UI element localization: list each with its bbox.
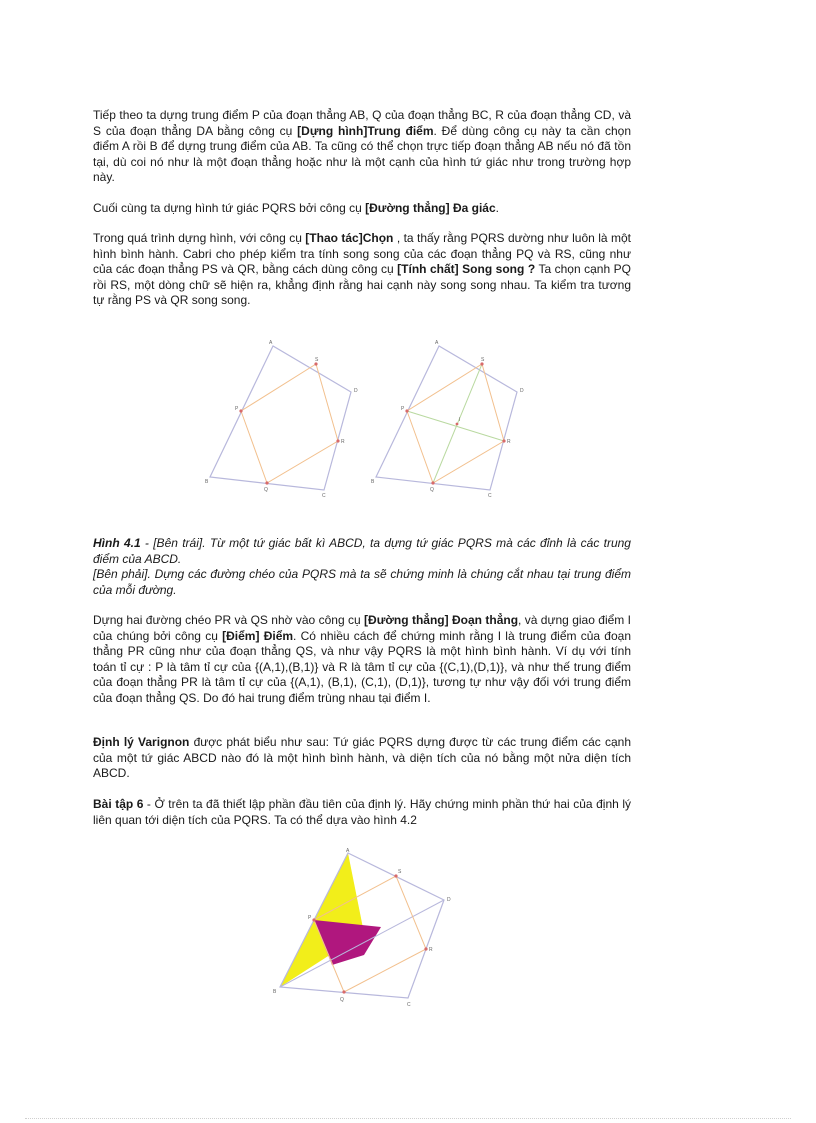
- label-s-right: S: [481, 357, 485, 363]
- label-b-right: B: [371, 479, 375, 485]
- label-d: D: [354, 388, 358, 394]
- triangle-abd-half: [280, 853, 364, 987]
- page-bottom-rule: [25, 1118, 791, 1119]
- label-c-right: C: [488, 493, 492, 499]
- label-b-fig2: B: [273, 989, 277, 995]
- paragraph-midpoints: Tiếp theo ta dựng trung điểm P của đoạn thẳng AB, Q của đoạn thẳng BC, R của đoạn thẳng CD, và S của đoạn thẳng DA bằng công cụ [Dựng hình]Trung điểm. Để dùng công cụ này ta cần chọn điểm A rồi B để dựng trung điểm của AB. Ta cũng có thể chọn trực tiếp đoạn thẳng AB nếu nó đã tồn tại, dù coi nó như là một đoạn thẳng hoặc như là một cạnh của hình tứ giác như trong trường hợp này.: [93, 108, 631, 184]
- paragraph-diagonals: Dựng hai đường chéo PR và QS nhờ vào công cụ [Đường thẳng] Đoạn thẳng, và dựng giao điểm I của chúng bởi công cụ [Điểm] Điểm. Có nhiều cách để chứng minh rằng I là trung điểm của đoạn thẳng PR cũng như của đoạn thẳng QS, và như vậy PQRS là một hình bình hành. Ví dụ với tính toán tỉ cự : P là tâm tỉ cự của {(A,1),(B,1)} và R là tâm tỉ cự của {(C,1),(D,1)}, và như thế trung điểm của đoạn thẳng PR là tâm tỉ cự của {(A,1), (B,1), (C,1), (D,1)}, tương tự như vậy đối với trung điểm của đoạn thẳng QS. Do đó hai trung điểm trùng nhau tại điểm I.: [93, 613, 631, 705]
- theorem-name: Định lý Varignon: [93, 735, 190, 749]
- label-c: C: [322, 493, 326, 499]
- paragraph-exercise: Bài tập 6 - Ở trên ta đã thiết lập phần đầu tiên của định lý. Hãy chứng minh phần thứ hai của định lý liên quan tới diện tích của PQRS. Ta có thể dựa vào hình 4.2: [93, 797, 631, 827]
- label-i: I: [459, 417, 461, 423]
- label-r-right: R: [507, 439, 511, 445]
- exercise-label: Bài tập 6: [93, 797, 144, 811]
- label-c-fig2: C: [407, 1002, 411, 1008]
- paragraph-parallel-check: Trong quá trình dựng hình, với công cụ [Thao tác]Chọn , ta thấy rằng PQRS dường như luôn là một hình bình hành. Cabri cho phép kiểm tra tính song song của các đoạn thẳng PQ và RS, cũng như của các đoạn thẳng PS và QR, bằng cách dùng công cụ [Tính chất] Song song ? Ta chọn cạnh PQ rồi RS, một dòng chữ sẽ hiện ra, khẳng định rằng hai cạnh này song song nhau. Ta kiểm tra tương tự rằng PS và QR song song.: [93, 231, 631, 307]
- label-q: Q: [264, 487, 268, 493]
- label-a: A: [269, 340, 273, 346]
- label-d-right: D: [520, 388, 524, 394]
- tool-segment: [Đường thẳng] Đoạn thẳng: [364, 613, 519, 627]
- quad-abcd-right: [376, 346, 517, 490]
- tool-select: [Thao tác]Chọn: [305, 231, 394, 245]
- label-b: B: [205, 479, 209, 485]
- tool-polygon: [Đường thẳng] Đa giác: [365, 201, 496, 215]
- caption-label: Hình 4.1: [93, 536, 141, 550]
- label-p-fig2: P: [308, 915, 312, 921]
- paragraph-polygon: Cuối cùng ta dựng hình tứ giác PQRS bởi công cụ [Đường thẳng] Đa giác.: [93, 201, 499, 215]
- quad-abcd: [210, 346, 351, 490]
- figure-4-2: [268, 845, 458, 1010]
- paragraph-varignon: Định lý Varignon được phát biểu như sau: Tứ giác PQRS dựng được từ các trung điểm các cạnh của một tứ giác ABCD nào đó là một hình bình hành, và diện tích của nó bằng một nửa diện tích ABCD.: [93, 735, 631, 780]
- figure-4-1-left: [198, 335, 368, 500]
- label-q-fig2: Q: [340, 997, 344, 1003]
- label-a-right: A: [435, 340, 439, 346]
- label-s: S: [315, 357, 319, 363]
- tool-parallel: [Tính chất] Song song ?: [397, 262, 536, 276]
- label-r-fig2: R: [429, 947, 433, 953]
- tool-midpoint: [Dựng hình]Trung điểm: [297, 123, 434, 138]
- label-s-fig2: S: [398, 869, 402, 875]
- figure-4-1-right: [364, 335, 534, 500]
- label-p: P: [235, 406, 239, 412]
- label-r: R: [341, 439, 345, 445]
- label-d-fig2: D: [447, 897, 451, 903]
- label-q-right: Q: [430, 487, 434, 493]
- label-a-fig2: A: [346, 848, 350, 854]
- label-p-right: P: [401, 406, 405, 412]
- tool-point: [Điểm] Điểm: [222, 628, 294, 643]
- figure-caption: Hình 4.1 - [Bên trái]. Từ một tứ giác bất kì ABCD, ta dựng tứ giác PQRS mà các đỉnh là các trung điểm của ABCD. [Bên phải]. Dựng các đường chéo của PQRS mà ta sẽ chứng minh là chúng cắt nhau tại trung điểm của mỗi đường.: [93, 536, 631, 597]
- diagonal-pr: [407, 411, 504, 441]
